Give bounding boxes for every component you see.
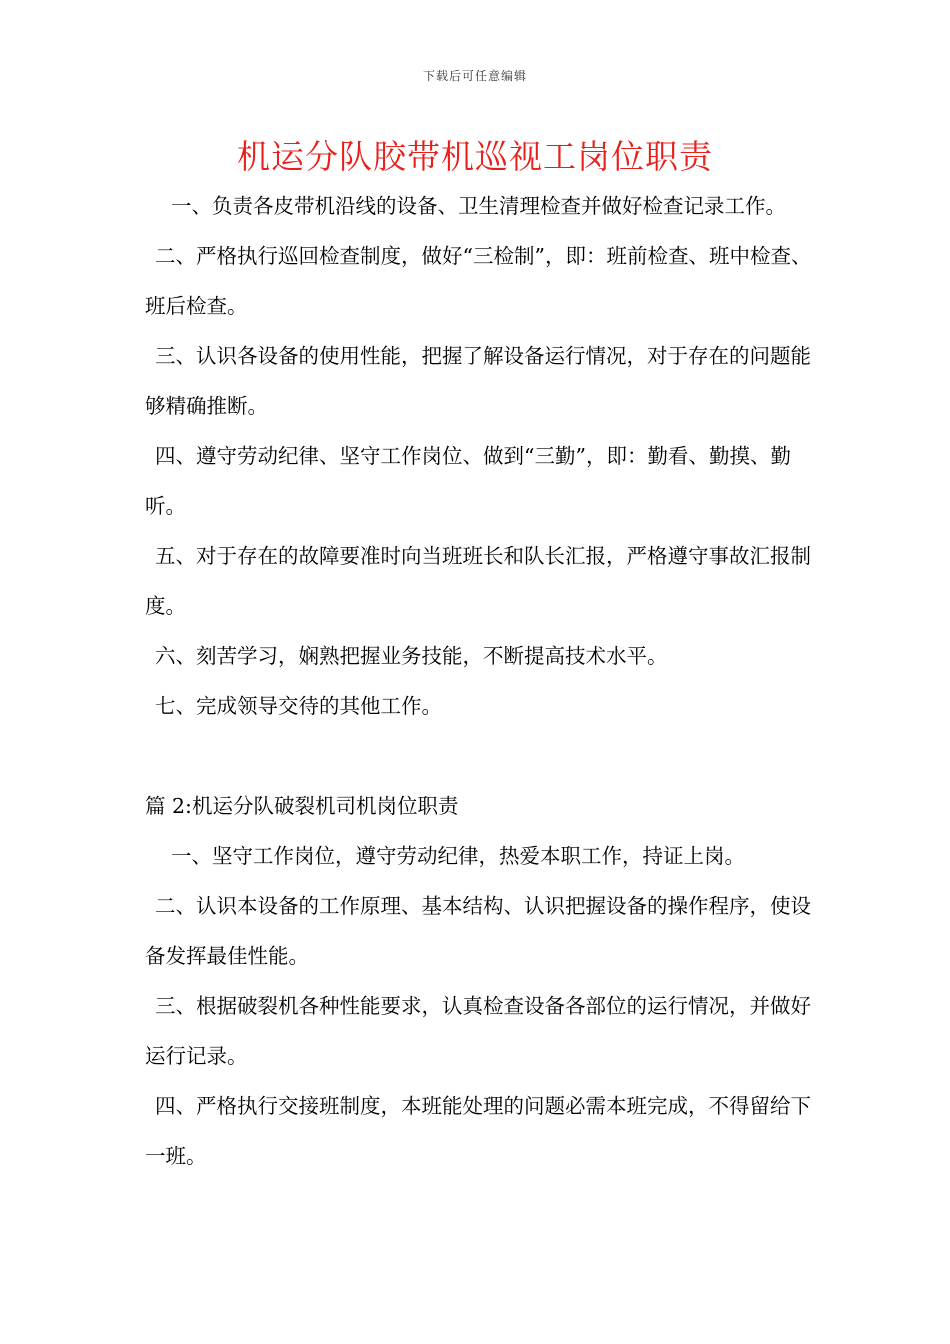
section2-item-2: 二、认识本设备的工作原理、基本结构、认识把握设备的操作程序，使设备发挥最佳性能。: [145, 894, 811, 968]
section1-item-4: 四、遵守劳动纪律、坚守工作岗位、做到“三勤”，即：勤看、勤摸、勤听。: [145, 444, 791, 518]
document-body: [145, 181, 815, 1181]
section1-item-1: 一、负责各皮带机沿线的设备、卫生清理检查并做好检查记录工作。: [171, 194, 786, 218]
section2-title: 篇 2:机运分队破裂机司机岗位职责: [145, 794, 459, 818]
section2-item-3: 三、根据破裂机各种性能要求，认真检查设备各部位的运行情况，并做好运行记录。: [145, 994, 811, 1068]
section-spacer: [145, 731, 815, 781]
section1-item-7: 七、完成领导交待的其他工作。: [155, 694, 442, 718]
section1-item-3: 三、认识各设备的使用性能，把握了解设备运行情况，对于存在的问题能够精确推断。: [145, 344, 811, 418]
section2-item-1: 一、坚守工作岗位，遵守劳动纪律，热爱本职工作，持证上岗。: [171, 844, 745, 868]
section1-item-6: 六、刻苦学习，娴熟把握业务技能，不断提高技术水平。: [155, 644, 668, 668]
header-note: 下载后可任意编辑: [422, 69, 527, 83]
section2-item-4: 四、严格执行交接班制度，本班能处理的问题必需本班完成，不得留给下一班。: [145, 1094, 811, 1168]
section1-item-2: 二、严格执行巡回检查制度，做好“三检制”，即：班前检查、班中检查、班后检查。: [145, 244, 812, 318]
document-title: 机运分队胶带机巡视工岗位职责: [237, 137, 713, 176]
section1-item-5: 五、对于存在的故障要准时向当班班长和队长汇报，严格遵守事故汇报制度。: [145, 544, 811, 618]
